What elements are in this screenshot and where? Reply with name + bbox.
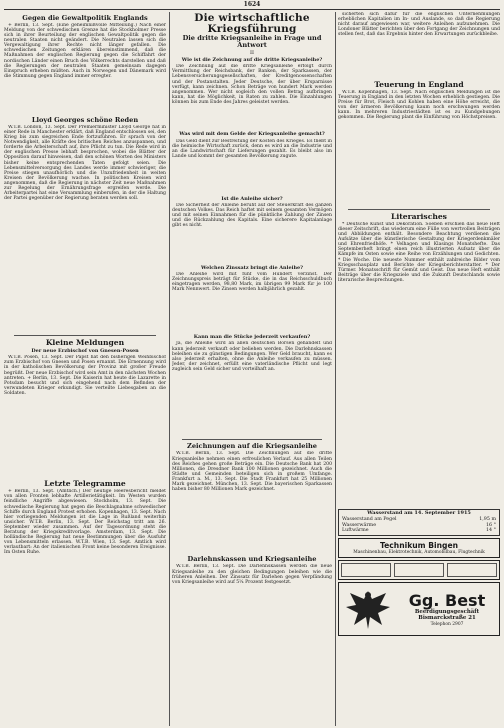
- answer-text: Die Sicherheit der Anleihe beruht auf der Steuerkraft des ganzen deutschen Volkes. Das Reich haftet mit seinem gesamten Vermögen und mit seinen Einnahmen für die pünktliche Zahlung der Zinsen und die Rückzahlung des Kapitals. Eine sicherere Kapitalanlage gibt es nicht.: [172, 202, 332, 229]
- advertisement-technikum: [338, 538, 500, 558]
- section-headline: Letzte Telegramme: [44, 479, 126, 489]
- article-headline: Lloyd Georges schöne Reden: [31, 116, 139, 124]
- divider: [348, 209, 490, 210]
- table-cell-label: Wasserwärme: [342, 522, 377, 528]
- article-body: + Berlin, 13. Sept. (Eine geheimnißvolle Mitteilung.) Nach einer Meldung von der schwedischen Grenze hat die Stockholmer Presse sich in ihrer Beurteilung der englischen Gewaltpolitik gegen die neutralen Staaten nicht geändert. Die Neutralen lassen sich die Vergewaltigung ihrer Rechte nicht länger gefallen. Die schwedischen Zeitungen erklären übereinstimmend, daß die Maßnahmen der englischen Regierung gegen die Schiffahrt der nordischen Länder einen Bruch des Völkerrechts darstellen und daß die Regierungen der neutralen Staaten gemeinsam dagegen Einspruch erheben müßten. Auch in Norwegen und Dänemark wird die Stimmung gegen England immer erregter.: [4, 23, 166, 79]
- question-heading: Kann man die Stücke jederzeit verkaufen?: [193, 334, 311, 341]
- table-cell-label: Luftwärme: [342, 528, 369, 534]
- ad-box-cell: [447, 563, 497, 577]
- ad-company-name: Gg. Best: [408, 590, 486, 610]
- ad-text: Maschinenbau, Elektrotechnik, Automobilbau, Flugtechnik: [353, 550, 485, 556]
- column-right: [338, 12, 500, 726]
- ad-box-cell: [394, 563, 444, 577]
- article: [4, 480, 166, 719]
- advertisement-boxes: [338, 560, 500, 580]
- article-body: * Deutsche Kunst und Dekoration. Soeben erschien das neue Heft dieser Zeitschrift, das wiederum eine Fülle von wertvollen Beiträgen und Abbildungen enthält. Besondere Beachtung verdienen die Aufsätze über die künstlerische Gestaltung der Kriegerdenkmäler und Ehrenfriedhöfe. * Velhagen und Klasings Monatshefte. Das Septemberheft bringt einen reich illustrierten Aufsatz über die Kämpfe im Osten sowie eine Reihe von Erzählungen und Gedichten. * Die Woche. Die neueste Nummer enthält zahlreiche Bilder vom Kriegsschauplatz und Berichte der Kriegsberichterstatter. * Der Türmer. Monatsschrift für Gemüt und Geist. Das neue Heft enthält Beiträge über die Kriegsziele und die Zukunft Deutschlands sowie literarische Besprechungen.: [338, 222, 500, 283]
- article-headline: Zeichnungen auf die Kriegsanleihe: [187, 442, 317, 451]
- table-cell-value: 1,95 m: [479, 516, 496, 522]
- advertisement-best: [338, 582, 500, 636]
- ad-text-block: [398, 592, 496, 627]
- article-headline: Darlehnskassen und Kriegsanleihe: [187, 555, 317, 564]
- column-left: [4, 12, 166, 726]
- ad-title: Technikum Bingen: [379, 541, 459, 551]
- table-row: [342, 528, 496, 534]
- ad-line: Beerdigungsgeschäft: [414, 608, 480, 615]
- top-rule: [4, 9, 500, 10]
- section-headline: Kleine Meldungen: [45, 338, 125, 347]
- table-cell-label: Wasserstand am Pegel: [342, 516, 397, 522]
- ad-box-row: [341, 563, 497, 577]
- divider: [14, 335, 156, 336]
- article-subheadline: Der neue Erzbischof von Gnesen-Posen: [31, 348, 139, 354]
- water-level-table: [338, 509, 500, 536]
- answer-text: Ja, die Anleihe wird an allen deutschen Börsen gehandelt und kann jederzeit verkauft oder beliehen werden. Die Darlehnskassen beleihen sie zu günstigen Bedingungen. Wer Geld braucht, kann es also jederzeit erhalten, ohne die Anleihe verkaufen zu müssen. Jeder, der zeichnet, erfüllt eine vaterländische Pflicht und legt zugleich sein Geld sicher und vorteilhaft an.: [172, 341, 332, 372]
- eagle-emblem-icon: [342, 585, 394, 633]
- ad-line: Telephon 2907: [430, 621, 464, 627]
- article: [4, 15, 166, 114]
- article-body: W.T.B. Kopenhagen, 13. Sept. Nach englischen Meldungen ist die Teuerung in England in den letzten Wochen erheblich gestiegen. Die Preise für Brot, Fleisch und Kohlen haben eine Höhe erreicht, die von der ärmeren Bevölkerung kaum noch erschwungen werden kann. In mehreren Industriestädten ist es zu Kundgebungen gekommen. Die Regierung plant die Einführung von Höchstpreisen.: [338, 90, 500, 121]
- column-divider: [335, 12, 336, 726]
- article-body: W.T.B. Berlin, 13. Sept. Die Zeichnungen auf die dritte Kriegsanleihe nehmen einen erfreulichen Verlauf. Aus allen Teilen des Reiches gehen große Beträge ein. Die Deutsche Bank hat 200 Millionen, die Dresdner Bank 100 Millionen gezeichnet. Auch die Städte und Gemeinden beteiligen sich in großem Umfange. Frankfurt a. M., 13. Sept. Die Stadt Frankfurt hat 25 Millionen Mark gezeichnet. München, 13. Sept. Die bayerischen Sparkassen haben bisher 80 Millionen Mark gezeichnet.: [172, 451, 332, 493]
- section-headline: Literarisches: [391, 212, 447, 221]
- question-heading: Was wird mit dem Gelde der Kriegsanleihe gemacht?: [179, 131, 325, 138]
- main-headline: Die wirtschaftliche Kriegsführung: [194, 12, 310, 35]
- part-number: II: [250, 50, 254, 56]
- article-body: sicherten sich dafür für die englischen Unternehmungen erheblichen Kapitalien im In- und Auslande, so daß die Regierung nicht darauf angewiesen war, weitere Anleihen aufzunehmen. Die Londoner Blätter berichten über den Fortgang der Zeichnungen und stellen fest, daß das Ergebnis hinter den Erwartungen zurückbleibe.: [338, 12, 500, 38]
- article-body: W.T.B. London, 13. Sept. Der Premierminister Lloyd George hat in einer Rede in Manchester erklärt, daß England entschlossen sei, den Krieg bis zum siegreichen Ende fortzuführen. Er sprach von der Notwendigkeit, alle Kräfte des britischen Reiches anzuspannen, und forderte die Arbeiterschaft auf, ihre Pflicht zu tun. Die Rede wird in der englischen Presse lebhaft besprochen, wobei die Blätter der Opposition darauf hinweisen, daß den schönen Worten des Ministers bisher keine entsprechenden Taten gefolgt seien. Die Lebensmittelversorgung des Landes werde immer schwieriger, die Preise stiegen unaufhörlich und die Unzufriedenheit in weiten Kreisen der Bevölkerung wachse. In politischen Kreisen wird angenommen, daß die Regierung in nächster Zeit neue Maßnahmen zur Regelung der Ernährungsfrage ergreifen werde. Die Arbeiterpartei hat eine Versammlung einberufen, in der die Haltung der Partei gegenüber der Regierung beraten werden soll.: [4, 125, 166, 202]
- ad-line: Bismarckstraße 21: [418, 615, 476, 622]
- ad-box-cell: [341, 563, 391, 577]
- table-cell-value: 14 °: [485, 528, 496, 534]
- answer-text: Das Geld dient zur Bestreitung der Kosten des Krieges. Es fließt in die heimische Wirtschaft zurück, denn es wird an die Industrie und an die Landwirtschaft für Lieferungen gezahlt. Es bleibt also im Lande und kommt der gesamten Bevölkerung zugute.: [172, 138, 332, 159]
- table-title: Wasserstand am 14. September 1915: [367, 510, 471, 516]
- article-body: + Berlin, 13. Sept. (Amtlich.) Der heutige Heeresbericht meldet von allen Fronten lebhafte Artillerietätigkeit. Im Westen wurden feindliche Angriffe abgewiesen. Stockholm, 13. Sept. Die schwedische Regierung hat gegen die Beschlagnahme schwedischer Schiffe durch England Protest erhoben. Kopenhagen, 13. Sept. Nach hier vorliegenden Meldungen ist die Lage in Rußland weiterhin unsicher. W.T.B. Berlin, 13. Sept. Der Reichstag tritt am 26. September wieder zusammen. Auf der Tagesordnung steht die Beratung der Kriegskreditvorlage. Amsterdam, 13. Sept. Die holländische Regierung hat neue Bestimmungen über die Ausfuhr von Lebensmitteln erlassen. W.T.B. Wien, 13. Sept. Amtlich wird verlautbart: An der italienischen Front keine besonderen Ereignisse. Im Osten Ruhe.: [4, 489, 166, 556]
- table-cell-value: 16 °: [485, 522, 496, 528]
- article-headline: Teuerung in England: [374, 80, 464, 89]
- article-body: W.T.B. Berlin, 13. Sept. Die Darlehnskassen werden die neue Kriegsanleihe zu den gleichen Bedingungen beleihen wie die früheren Anleihen. Der Zinssatz für Darlehen gegen Verpfändung von Kriegsanleihe wird auf 5¼ Prozent festgesetzt.: [172, 564, 332, 585]
- answer-text: Die Anleihe wird mit fünf vom Hundert verzinst. Der Zeichnungspreis beträgt für Stücke, die in das Reichsschuldbuch eingetragen werden, 98,80 Mark, im übrigen 99 Mark für je 100 Mark Nennwert. Die Zinsen werden halbjährlich gezahlt.: [172, 272, 332, 293]
- question-heading: Ist die Anleihe sicher?: [221, 195, 283, 202]
- page-number: 1624: [243, 1, 261, 8]
- article-body: W.T.B. Posen, 13. Sept. Der Papst hat den bisherigen Weihbischof zum Erzbischof von Gnesen und Posen ernannt. Die Ernennung wird in der katholischen Bevölkerung der Provinz mit großer Freude begrüßt. Der neue Erzbischof wird sein Amt in den nächsten Wochen antreten. + Berlin, 13. Sept. Die Kaiserin hat heute die Lazarette in Potsdam besucht und sich eingehend nach dem Befinden der verwundeten Krieger erkundigt. Sie verteilte Liebesgaben an die Soldaten.: [4, 355, 166, 396]
- divider: [182, 439, 322, 440]
- column-middle: [172, 12, 332, 726]
- answer-text: Die Zeichnung auf die dritte Kriegsanleihe erfolgt durch Vermittlung der Reichsbank, der Banken, der Sparkassen, der Lebensversicherungsgesellschaften, der Kreditgenossenschaften und der Postanstalten. Jeder Deutsche, der über Ersparnisse verfügt, kann zeichnen. Schon Beträge von hundert Mark werden angenommen. Wer nicht sogleich den vollen Betrag aufbringen kann, hat die Möglichkeit, in Raten zu zahlen. Die Einzahlungen können bis zum Ende des Jahres geleistet werden.: [172, 64, 332, 105]
- column-divider: [169, 12, 170, 726]
- article: [4, 339, 166, 477]
- question-heading: Welchen Zinssatz bringt die Anleihe?: [201, 264, 303, 271]
- question-heading: Wie ist die Zeichnung auf die dritte Kriegsanleihe?: [181, 57, 323, 63]
- article-headline: Gegen die Gewaltpolitik Englands: [22, 14, 148, 22]
- article: [4, 117, 166, 333]
- main-subheadline: Die dritte Kriegsanleihe in Frage und Antwort: [182, 34, 322, 49]
